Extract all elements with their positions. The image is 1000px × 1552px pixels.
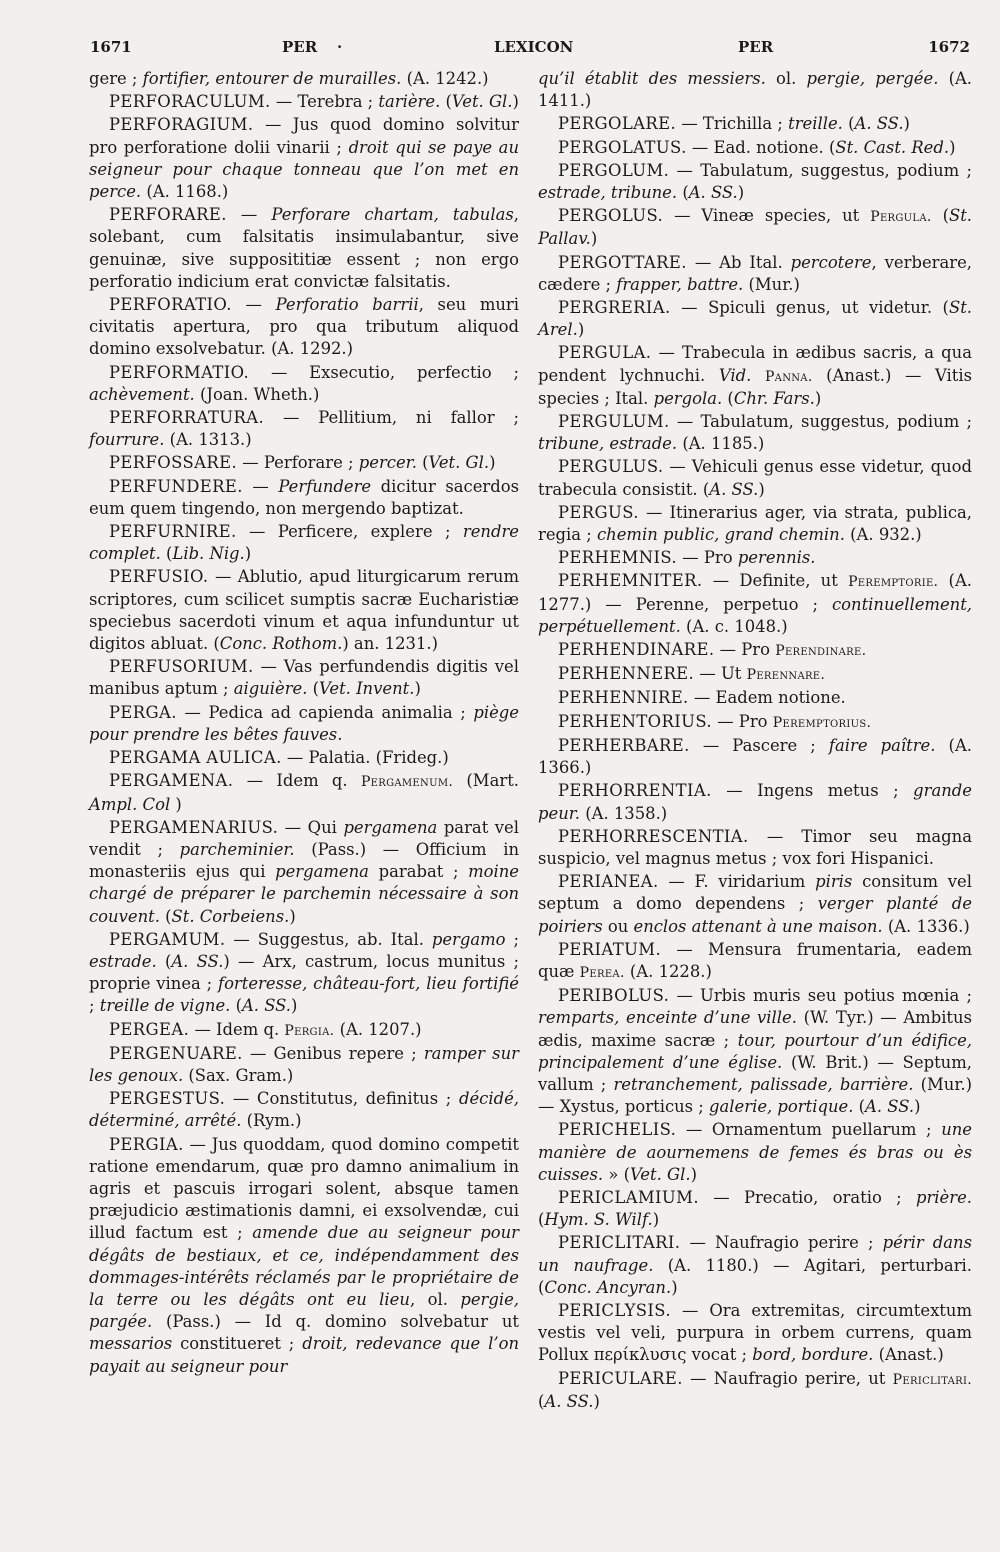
dictionary-entry: PERFORARE. — Perforare chartam, tabulas, solebant, cum falsitatis insimulabantur, sive genuinæ, sive supposititiæ essent ; non ergo perforatio indicium erat convictæ falsitatis.	[89, 205, 519, 291]
dictionary-entry: PERHEMNIS. — Pro perennis.	[558, 548, 816, 568]
dictionary-entry: PERHENTORIUS. — Pro Peremptorius.	[558, 711, 872, 731]
dictionary-entry: PERGIA. — Jus quoddam, quod domino competit ratione emendarum, quæ pro damno animalium in agris et pascuis irrogari solent, absque tamen præjudicio æstimationis damni, ei exsolvendæ, cui illud factum est ; amende due au seigneur pour dégâts de bestiaux, et ce, indépendamment des dommages-intérêts réclamés par le propriétaire de la terre ou les dégâts ont eu lieu, ol. pergie, pargée. (Pass.) — Id q. domino solvebatur ut messarios constitueret ; droit, redevance que l’on payait au seigneur pour	[89, 1134, 520, 1376]
dictionary-entry: PERGOTTARE. — Ab Ital. percotere, verberare, cædere ; frapper, battre. (Mur.)	[538, 252, 972, 294]
dictionary-entry: PERFORATIO. — Perforatio barrii, seu muri civitatis apertura, pro qua tributum aliquod domino exsolvebatur. (A. 1292.)	[89, 295, 520, 359]
dictionary-entry: PERICLAMIUM. — Precatio, oratio ; prière. (Hym. S. Wilf.)	[538, 1187, 972, 1230]
left-guide-word: PER	[282, 38, 318, 56]
dictionary-entry: PERFORAGIUM. — Jus quod domino solvitur pro perforatione dolii vinarii ; droit qui se paye au seigneur pour chaque tonneau que l’on met en perce. (A. 1168.)	[89, 115, 519, 202]
dictionary-entry: PERFOSSARE. — Perforare ; percer. (Vet. Gl.)	[109, 453, 496, 473]
dictionary-entry: PERGAMA AULICA. — Palatia. (Frideg.)	[109, 748, 449, 768]
dictionary-entry: PERICHELIS. — Ornamentum puellarum ; une manière de aournemens de femes és bras ou ès cuisses. » (Vet. Gl.)	[538, 1120, 972, 1184]
dictionary-entry: PERICULARE. — Naufragio perire, ut Periclitari. (A. SS.)	[538, 1368, 972, 1411]
dictionary-entry: PERGAMUM. — Suggestus, ab. Ital. pergamo ; estrade. (A. SS.) — Arx, castrum, locus munitus ; proprie vinea ; forteresse, château-fort, lieu fortifié ; treille de vigne. (A. SS.)	[89, 929, 520, 1016]
header-dot: ·	[337, 38, 343, 56]
dictionary-entry: PERGAMENA. — Idem q. Pergamenum. (Mart. Ampl. Col )	[89, 771, 519, 814]
right-page-number: 1672	[928, 38, 970, 56]
dictionary-entry: PERHERBARE. — Pascere ; faire paître. (A. 1366.)	[538, 735, 972, 778]
dictionary-entry: PERGRERIA. — Spiculi genus, ut videtur. (St. Arel.)	[538, 298, 972, 340]
dictionary-entry: PERHORRENTIA. — Ingens metus ; grande peur. (A. 1358.)	[538, 781, 972, 823]
dictionary-entry: PERIATUM. — Mensura frumentaria, eadem quæ Perea. (A. 1228.)	[538, 939, 972, 981]
dictionary-entry: PERFURNIRE. — Perficere, explere ; rendre complet. (Lib. Nig.)	[89, 522, 519, 564]
dictionary-entry: gere ; fortifier, entourer de murailles. (A. 1242.)	[89, 69, 489, 88]
dictionary-entry: qu’il établit des messiers. ol. pergie, pergée. (A. 1411.)	[538, 69, 973, 111]
dictionary-entry: PERGOLATUS. — Ead. notione. (St. Cast. Red.)	[558, 137, 956, 157]
right-column	[538, 68, 972, 1414]
dictionary-entry: PERGOLUM. — Tabulatum, suggestus, podium ; estrade, tribune. (A. SS.)	[538, 160, 972, 203]
dictionary-entry: PERGUS. — Itinerarius ager, via strata, publica, regia ; chemin public, grand chemin. (A. 932.)	[538, 502, 972, 545]
dictionary-entry: PERIBOLUS. — Urbis muris seu potius mœnia ; remparts, enceinte d’une ville. (W. Tyr.) — Ambitus ædis, maxime sacræ ; tour, pourtour d’un édifice, principalement d’une église. (W. Brit.) — Septum, vallum ; retranchement, palissade, barrière. (Mur.) — Xystus, porticus ; galerie, portique. (A. SS.)	[538, 986, 972, 1117]
dictionary-entry: PERFUSORIUM. — Vas perfundendis digitis vel manibus aptum ; aiguière. (Vet. Invent.)	[89, 657, 519, 699]
dictionary-entry: PERGAMENARIUS. — Qui pergamena parat vel vendit ; parcheminier. (Pass.) — Officium in monasteriis ejus qui pergamena parabat ; moine chargé de préparer le parchemin nécessaire à son couvent. (St. Corbeiens.)	[89, 817, 520, 926]
dictionary-entry: PERHORRESCENTIA. — Timor seu magna suspicio, vel magnus metus ; vox fori Hispanici.	[538, 826, 972, 868]
dictionary-entry: PERGULA. — Trabecula in ædibus sacris, a qua pendent lychnuchi. Vid. Panna. (Anast.) — Vitis species ; Ital. pergola. (Chr. Fars.)	[538, 343, 972, 408]
left-page-number: 1671	[90, 38, 132, 56]
dictionary-entry: PERGEA. — Idem q. Pergia. (A. 1207.)	[109, 1019, 422, 1039]
dictionary-entry: PERIANEA. — F. viridarium piris consitum vel septum a domo dependens ; verger planté de poiriers ou enclos attenant à une maison. (A. 1336.)	[538, 872, 972, 936]
dictionary-entry: PERGESTUS. — Constitutus, definitus ; décidé, déterminé, arrêté. (Rym.)	[89, 1089, 519, 1131]
right-guide-word: PER	[738, 38, 774, 56]
dictionary-entry: PERFORRATURA. — Pellitium, ni fallor ; fourrure. (A. 1313.)	[89, 408, 519, 450]
dictionary-entry: PERHEMNITER. — Definite, ut Peremptorie. (A. 1277.) — Perenne, perpetuo ; continuellement, perpétuellement. (A. c. 1048.)	[538, 571, 972, 636]
running-header	[90, 34, 970, 64]
dictionary-entry: PERGENUARE. — Genibus repere ; ramper sur les genoux. (Sax. Gram.)	[89, 1043, 519, 1085]
dictionary-entry: PERFUSIO. — Ablutio, apud liturgicarum rerum scriptores, cum scilicet sumptis sacræ Eucharistiæ speciebus sacerdoti vinum et aqua infunduntur ut digitos abluat. (Conc. Rothom.) an. 1231.)	[89, 567, 519, 654]
dictionary-entry: PERICLITARI. — Naufragio perire ; périr dans un naufrage. (A. 1180.) — Agitari, perturbari. (Conc. Ancyran.)	[538, 1233, 973, 1297]
dictionary-entry: PERGULUS. — Vehiculi genus esse videtur, quod trabecula consistit. (A. SS.)	[538, 457, 972, 499]
dictionary-entry: PERHENNIRE. — Eadem notione.	[558, 688, 846, 708]
dictionary-entry: PERICLYSIS. — Ora extremitas, circumtextum vestis vel veli, purpura in orbem currens, quam Pollux περίκλυσις vocat ; bord, bordure. (Anast.)	[538, 1300, 972, 1365]
header-title: LEXICON	[494, 38, 574, 56]
dictionary-entry: PERFUNDERE. — Perfundere dicitur sacerdos eum quem tingendo, non mergendo baptizat.	[89, 476, 519, 518]
dictionary-entry: PERGOLARE. — Trichilla ; treille. (A. SS.)	[558, 114, 910, 134]
dictionary-entry: PERGA. — Pedica ad capienda animalia ; piège pour prendre les bêtes fauves.	[89, 702, 519, 744]
dictionary-entry: PERFORMATIO. — Exsecutio, perfectio ; achèvement. (Joan. Wheth.)	[89, 362, 519, 404]
left-column	[89, 68, 519, 1379]
dictionary-entry: PERFORACULUM. — Terebra ; tarière. (Vet. Gl.)	[109, 92, 519, 112]
dictionary-entry: PERHENNERE. — Ut Perennare.	[558, 664, 826, 684]
dictionary-entry: PERHENDINARE. — Pro Perendinare.	[558, 640, 867, 660]
dictionary-entry: PERGULUM. — Tabulatum, suggestus, podium ; tribune, estrade. (A. 1185.)	[538, 412, 972, 454]
dictionary-entry: PERGOLUS. — Vineæ species, ut Pergula. (St. Pallav.)	[538, 206, 973, 249]
